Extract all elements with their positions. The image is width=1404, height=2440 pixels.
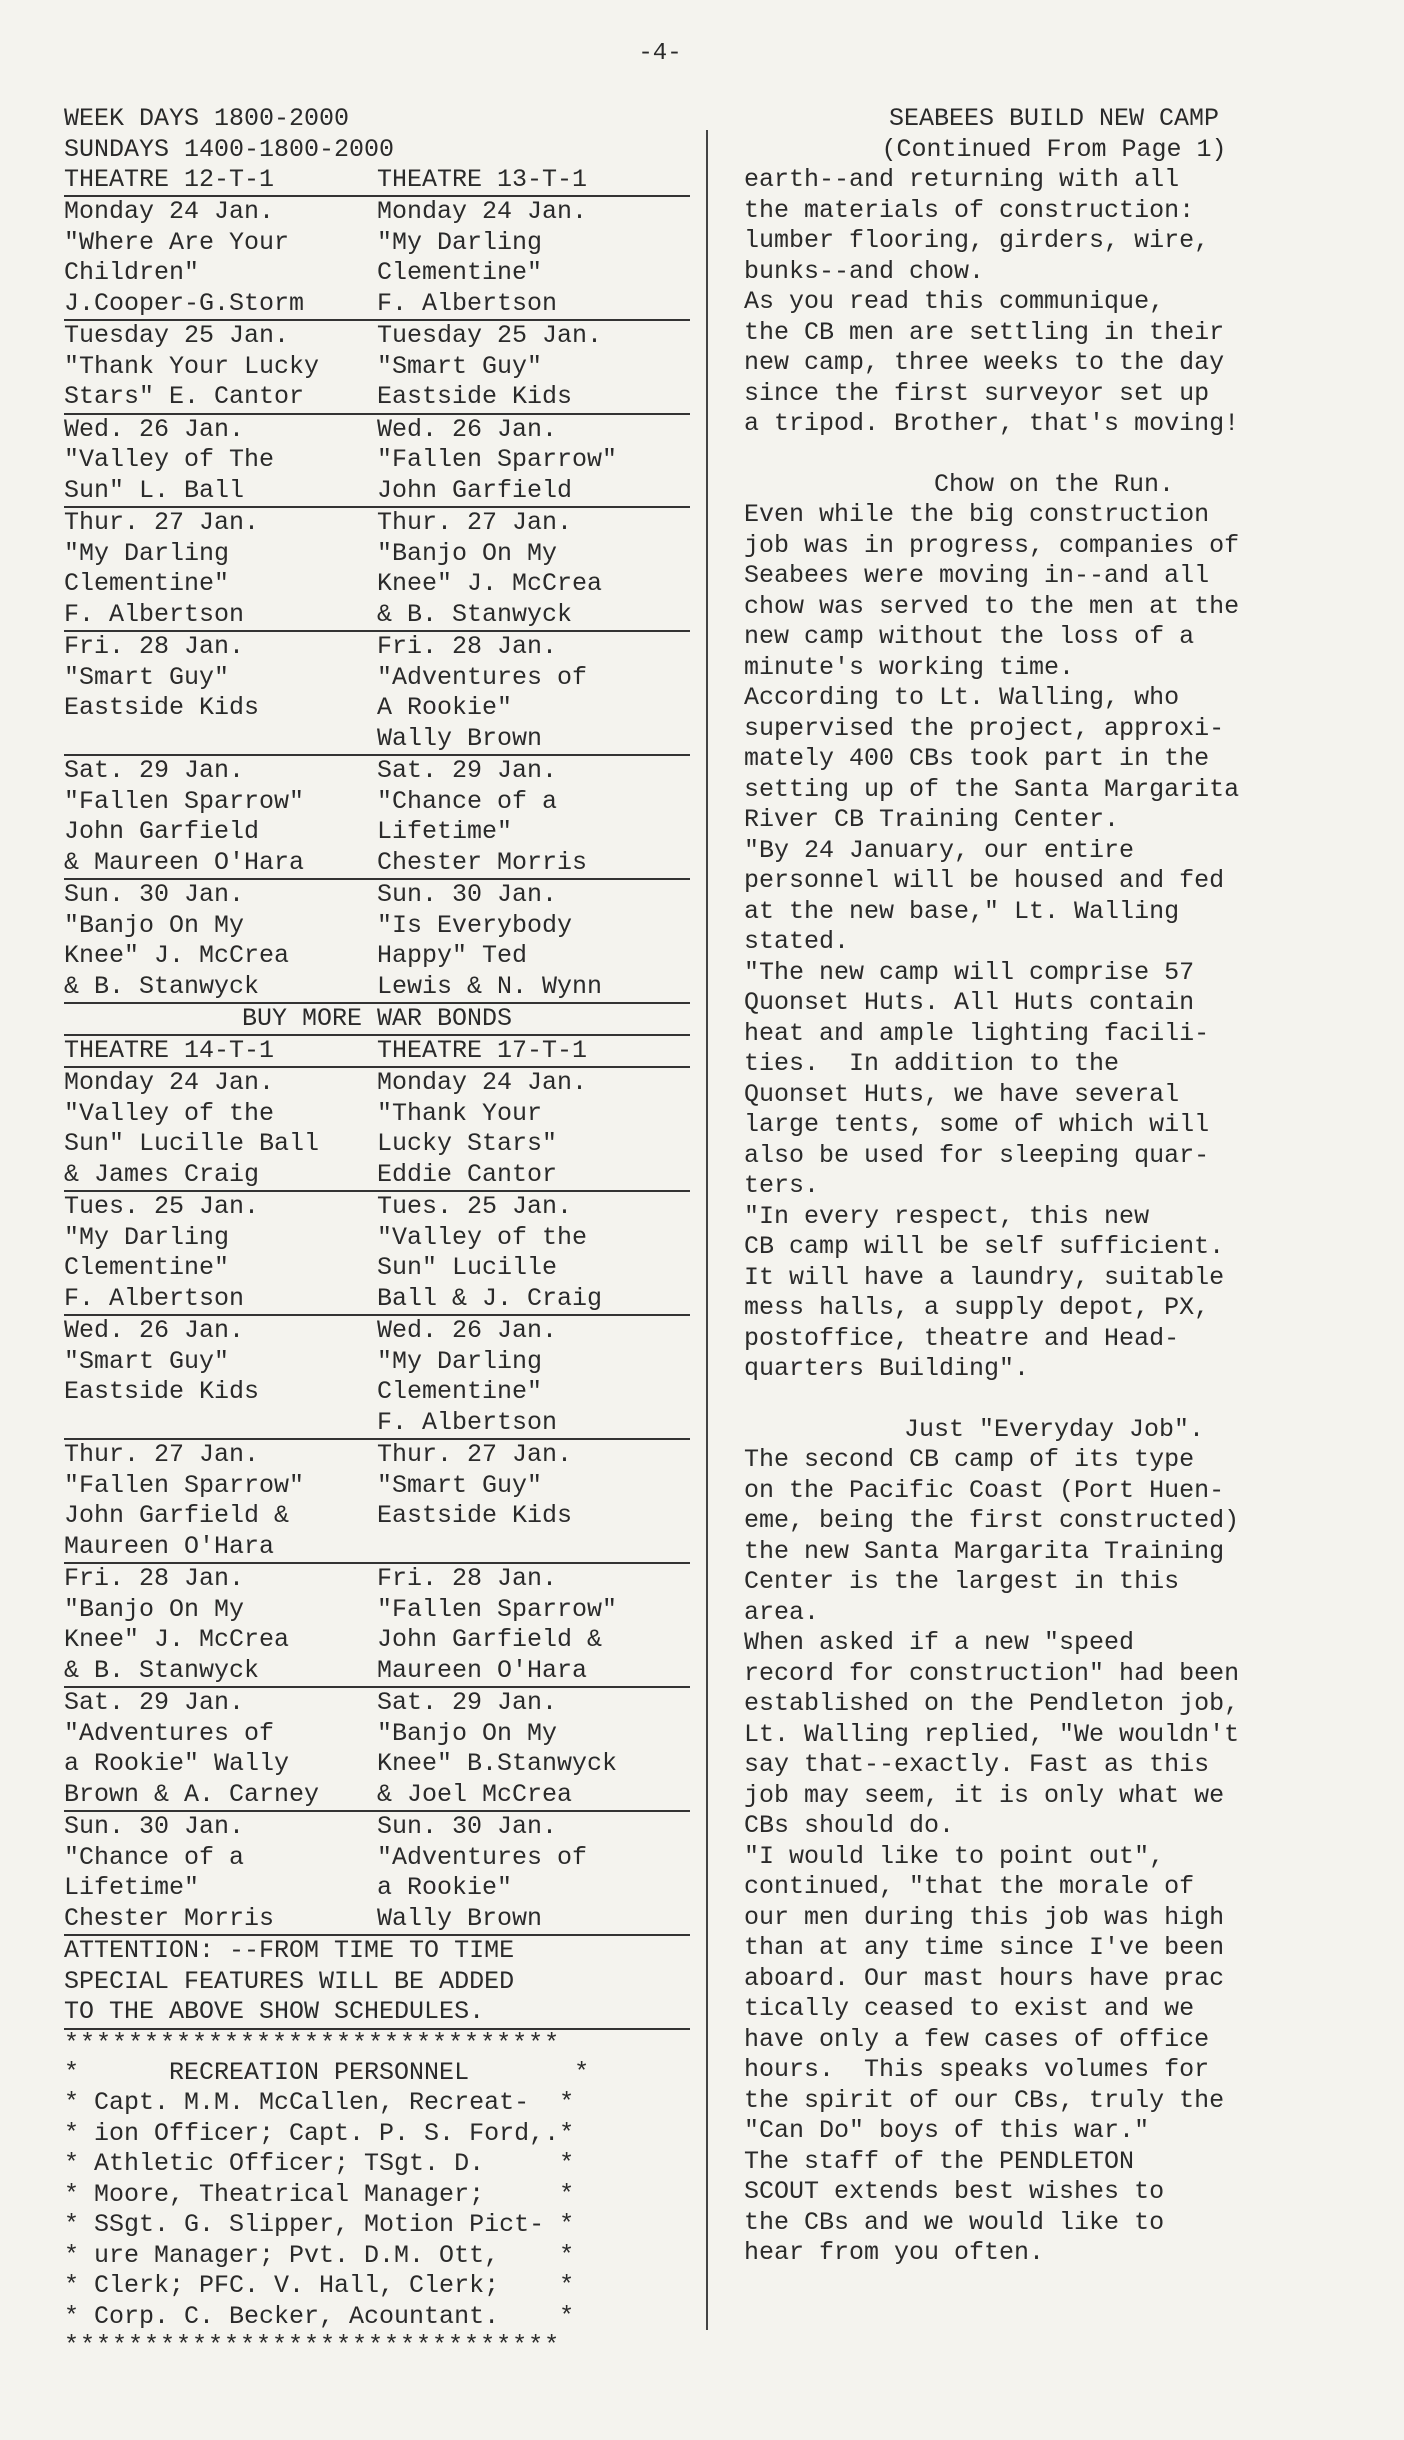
- recreation-line: * Moore, Theatrical Manager; *: [64, 2179, 575, 2209]
- showing-left: [64, 1688, 377, 1810]
- recreation-personnel-box: [64, 2030, 690, 2361]
- article-line: Lt. Walling replied, "We wouldn't: [744, 1719, 1240, 1749]
- showing-line: John Garfield &: [377, 1625, 603, 1654]
- showing-line: "My Darling: [64, 538, 230, 568]
- article-line: hear from you often.: [744, 2238, 1045, 2267]
- showing-line: "Smart Guy": [64, 1346, 230, 1376]
- showing-line: "Chance of a: [377, 786, 558, 816]
- article-line: minute's working time.: [744, 652, 1075, 682]
- showing-left: [64, 756, 377, 878]
- showing-line: Children": [64, 258, 200, 287]
- showing-line: Clementine": [64, 1253, 230, 1282]
- theatre-schedule: [64, 104, 690, 2360]
- article-line: hours. This speaks volumes for: [744, 2055, 1210, 2084]
- showing-left: [64, 321, 377, 413]
- showing-left: [64, 1812, 377, 1934]
- showing-right: [377, 632, 690, 754]
- showing-line: & B. Stanwyck: [64, 1655, 260, 1685]
- showing-line: Fri. 28 Jan.: [64, 632, 245, 661]
- recreation-line: * ion Officer; Capt. P. S. Ford,.*: [64, 2118, 575, 2148]
- attention-line: ATTENTION: --FROM TIME TO TIME: [64, 1936, 515, 1965]
- showing-left: [64, 415, 377, 507]
- article-line: lumber flooring, girders, wire,: [744, 226, 1210, 255]
- showing-line: A Rookie": [377, 693, 513, 722]
- theatre-name: THEATRE 12-T-1: [64, 165, 275, 194]
- schedule-block-2: [64, 1036, 690, 1936]
- showing-line: "Banjo On My: [64, 910, 245, 940]
- showing-line: Knee" B.Stanwyck: [377, 1749, 618, 1778]
- showing-line: Knee" J. McCrea: [64, 1625, 290, 1654]
- theatre-header-row: [64, 1036, 690, 1068]
- recreation-line: * RECREATION PERSONNEL *: [64, 2057, 590, 2087]
- showing-line: Maureen O'Hara: [377, 1655, 588, 1685]
- article-line: large tents, some of which will: [744, 1110, 1210, 1139]
- article-section: [744, 1445, 1364, 2269]
- schedule-rows: [64, 197, 690, 1004]
- showing-line: & B. Stanwyck: [377, 599, 573, 629]
- showing-line: Knee" J. McCrea: [377, 569, 603, 598]
- recreation-line: * Clerk; PFC. V. Hall, Clerk; *: [64, 2271, 575, 2300]
- article-line: postoffice, theatre and Head-: [744, 1323, 1180, 1353]
- article-line: the CB men are settling in their: [744, 317, 1225, 347]
- showing-line: Clementine": [64, 569, 230, 598]
- showing-line: "Banjo On My: [64, 1594, 245, 1624]
- showing-line: Brown & A. Carney: [64, 1779, 320, 1809]
- showing-right: [377, 1440, 690, 1562]
- schedule-row: [64, 1316, 690, 1440]
- showing-line: "Valley of The: [64, 445, 275, 474]
- weekday-hours: WEEK DAYS 1800-2000: [64, 104, 350, 133]
- show-hours: [64, 104, 690, 165]
- article-line: CB camp will be self sufficient.: [744, 1232, 1225, 1261]
- showing-right: [377, 508, 690, 630]
- showing-line: "Banjo On My: [377, 1718, 558, 1748]
- article-intro: [744, 165, 1364, 440]
- showing-line: "Smart Guy": [377, 351, 543, 381]
- schedule-row: [64, 880, 690, 1004]
- showing-line: Wed. 26 Jan.: [377, 414, 558, 444]
- showing-line: F. Albertson: [377, 288, 558, 318]
- showing-line: "My Darling: [377, 1346, 543, 1376]
- article-line: When asked if a new "speed: [744, 1628, 1135, 1657]
- showing-line: & James Craig: [64, 1159, 260, 1189]
- article-line: aboard. Our mast hours have prac: [744, 1963, 1225, 1993]
- showing-line: "Fallen Sparrow": [377, 445, 618, 474]
- showing-line: "Thank Your Lucky: [64, 351, 320, 381]
- article-line: have only a few cases of office: [744, 2024, 1210, 2054]
- article-line: quarters Building".: [744, 1354, 1030, 1383]
- showing-line: Knee" J. McCrea: [64, 941, 290, 970]
- star-border-bottom: *******************************: [64, 2332, 561, 2360]
- article-line: CBs should do.: [744, 1811, 955, 1840]
- article-line: chow was served to the men at the: [744, 591, 1240, 621]
- showing-line: "Is Everybody: [377, 910, 573, 940]
- showing-line: Thur. 27 Jan.: [64, 508, 260, 537]
- showing-right: [377, 1316, 690, 1438]
- article-line: than at any time since I've been: [744, 1933, 1225, 1962]
- article-line: the spirit of our CBs, truly the: [744, 2085, 1225, 2115]
- article-line: on the Pacific Coast (Port Huen-: [744, 1475, 1225, 1505]
- article-line: our men during this job was high: [744, 1902, 1225, 1932]
- showing-line: "Smart Guy": [377, 1470, 543, 1500]
- showing-line: Tuesday 25 Jan.: [377, 321, 603, 350]
- showing-line: Eastside Kids: [64, 693, 260, 722]
- article-line: "Can Do" boys of this war.": [744, 2116, 1150, 2145]
- article-line: heat and ample lighting facili-: [744, 1018, 1210, 1048]
- showing-line: Fri. 28 Jan.: [377, 1564, 558, 1593]
- article-line: SCOUT extends best wishes to: [744, 2177, 1165, 2206]
- article-line: River CB Training Center.: [744, 805, 1120, 834]
- showing-line: "Banjo On My: [377, 538, 558, 568]
- showing-line: John Garfield &: [64, 1501, 290, 1530]
- article-line: record for construction" had been: [744, 1658, 1240, 1688]
- article-line: a tripod. Brother, that's moving!: [744, 409, 1240, 438]
- showing-line: Thur. 27 Jan.: [64, 1440, 260, 1469]
- article-line: job may seem, it is only what we: [744, 1780, 1225, 1810]
- article-line: It will have a laundry, suitable: [744, 1262, 1225, 1292]
- article-line: "By 24 January, our entire: [744, 835, 1135, 865]
- showing-left: [64, 1068, 377, 1190]
- showing-line: Eastside Kids: [377, 1501, 573, 1530]
- article-line: at the new base," Lt. Walling: [744, 896, 1180, 926]
- article-line: continued, "that the morale of: [744, 1872, 1195, 1901]
- showing-line: Tues. 25 Jan.: [64, 1192, 260, 1221]
- showing-line: Tuesday 25 Jan.: [64, 321, 290, 350]
- showing-line: "Fallen Sparrow": [377, 1594, 618, 1624]
- showing-line: Maureen O'Hara: [64, 1531, 275, 1561]
- schedule-block-1: [64, 165, 690, 1004]
- showing-line: Wed. 26 Jan.: [64, 1316, 245, 1345]
- showing-line: Sat. 29 Jan.: [64, 756, 245, 785]
- schedule-row: [64, 756, 690, 880]
- article-line: job was in progress, companies of: [744, 530, 1240, 560]
- page-number: -4-: [638, 40, 682, 67]
- showing-line: Lifetime": [377, 817, 513, 846]
- theatre-header-row: [64, 165, 690, 197]
- showing-line: Stars" E. Cantor: [64, 382, 305, 411]
- article-line: established on the Pendleton job,: [744, 1689, 1240, 1718]
- article-line: mately 400 CBs took part in the: [744, 744, 1210, 773]
- showing-right: [377, 1192, 690, 1314]
- showing-line: Thur. 27 Jan.: [377, 1440, 573, 1469]
- showing-line: "Smart Guy": [64, 662, 230, 692]
- article-section: [744, 500, 1364, 1385]
- headline: SEABEES BUILD NEW CAMP: [888, 104, 1220, 133]
- showing-line: Sun" Lucille Ball: [64, 1129, 320, 1158]
- column-divider: [706, 130, 708, 2330]
- article-line: According to Lt. Walling, who: [744, 683, 1180, 712]
- article-line: tically ceased to exist and we: [744, 1994, 1195, 2023]
- subheading: Chow on the Run.: [933, 469, 1175, 499]
- article: [744, 104, 1364, 2269]
- showing-line: Wally Brown: [377, 1903, 543, 1933]
- attention-line: SPECIAL FEATURES WILL BE ADDED: [64, 1966, 515, 1996]
- showing-line: Ball & J. Craig: [377, 1283, 603, 1313]
- showing-line: & B. Stanwyck: [64, 971, 260, 1001]
- recreation-line: * Athletic Officer; TSgt. D. *: [64, 2149, 575, 2178]
- showing-line: "My Darling: [64, 1222, 230, 1252]
- article-line: supervised the project, approxi-: [744, 713, 1225, 743]
- showing-line: Monday 24 Jan.: [64, 197, 275, 226]
- schedule-row: [64, 1688, 690, 1812]
- attention-line: TO THE ABOVE SHOW SCHEDULES.: [64, 1997, 485, 2026]
- showing-line: Thur. 27 Jan.: [377, 508, 573, 537]
- schedule-row: [64, 1440, 690, 1564]
- showing-right: [377, 197, 690, 319]
- continuation-note: (Continued From Page 1): [881, 134, 1227, 164]
- article-line: eme, being the first constructed): [744, 1506, 1240, 1535]
- showing-line: John Garfield: [377, 475, 573, 505]
- article-line: As you read this communique,: [744, 287, 1165, 316]
- schedule-row: [64, 1812, 690, 1936]
- showing-line: Wed. 26 Jan.: [64, 414, 245, 444]
- subheading: Just "Everyday Job".: [903, 1414, 1205, 1444]
- showing-line: Sat. 29 Jan.: [377, 1688, 558, 1717]
- showing-line: Lewis & N. Wynn: [377, 971, 603, 1001]
- showing-right: [377, 415, 690, 507]
- showing-right: [377, 880, 690, 1002]
- showing-left: [64, 508, 377, 630]
- war-bonds-banner: BUY MORE WAR BONDS: [64, 1004, 690, 1036]
- showing-line: "Valley of the: [377, 1222, 588, 1252]
- showing-line: "Where Are Your: [64, 227, 290, 257]
- showing-line: F. Albertson: [64, 1283, 245, 1313]
- theatre-name: THEATRE 17-T-1: [377, 1036, 588, 1065]
- article-line: area.: [744, 1597, 820, 1627]
- showing-line: Monday 24 Jan.: [377, 1068, 588, 1097]
- showing-line: Fri. 28 Jan.: [64, 1564, 245, 1593]
- showing-line: John Garfield: [64, 817, 260, 846]
- article-line: new camp, three weeks to the day: [744, 348, 1225, 377]
- article-line: The second CB camp of its type: [744, 1445, 1195, 1474]
- theatre-name: THEATRE 14-T-1: [64, 1036, 275, 1065]
- showing-right: [377, 1688, 690, 1810]
- showing-line: Monday 24 Jan.: [377, 197, 588, 226]
- article-title: [744, 104, 1364, 165]
- schedule-row: [64, 508, 690, 632]
- showing-line: "Adventures of: [377, 1842, 588, 1872]
- showing-line: F. Albertson: [377, 1407, 558, 1437]
- showing-line: Wally Brown: [377, 723, 543, 753]
- showing-line: Sun" Lucille: [377, 1253, 558, 1282]
- schedule-row: [64, 1068, 690, 1192]
- schedule-row: [64, 632, 690, 756]
- attention-notice: [64, 1936, 690, 2030]
- schedule-rows: [64, 1068, 690, 1936]
- showing-line: Eastside Kids: [64, 1377, 260, 1406]
- article-line: the CBs and we would like to: [744, 2207, 1165, 2237]
- showing-line: Chester Morris: [64, 1903, 275, 1933]
- recreation-line: * SSgt. G. Slipper, Motion Pict- *: [64, 2210, 575, 2239]
- article-line: also be used for sleeping quar-: [744, 1140, 1210, 1170]
- schedule-row: [64, 1564, 690, 1688]
- showing-line: Tues. 25 Jan.: [377, 1192, 573, 1221]
- article-line: "I would like to point out",: [744, 1841, 1165, 1871]
- article-line: say that--exactly. Fast as this: [744, 1750, 1210, 1779]
- article-line: the new Santa Margarita Training: [744, 1536, 1225, 1566]
- article-line: Quonset Huts. All Huts contain: [744, 988, 1195, 1017]
- showing-line: Lifetime": [64, 1873, 200, 1902]
- showing-line: "Thank Your: [377, 1098, 543, 1128]
- article-line: Quonset Huts, we have several: [744, 1079, 1180, 1109]
- article-line: earth--and returning with all: [744, 165, 1180, 194]
- sunday-hours: SUNDAYS 1400-1800-2000: [64, 134, 395, 164]
- showing-line: "Fallen Sparrow": [64, 1470, 305, 1500]
- showing-right: [377, 1564, 690, 1686]
- showing-right: [377, 1068, 690, 1190]
- article-line: The staff of the PENDLETON: [744, 2146, 1135, 2176]
- showing-line: Sat. 29 Jan.: [377, 756, 558, 785]
- showing-line: Fri. 28 Jan.: [377, 632, 558, 661]
- showing-left: [64, 632, 377, 754]
- showing-line: & Joel McCrea: [377, 1779, 573, 1809]
- recreation-line: * ure Manager; Pvt. D.M. Ott, *: [64, 2240, 575, 2270]
- showing-left: [64, 880, 377, 1002]
- article-line: the materials of construction:: [744, 195, 1195, 225]
- showing-line: Sun. 30 Jan.: [64, 880, 245, 909]
- article-line: ties. In addition to the: [744, 1049, 1120, 1078]
- article-line: bunks--and chow.: [744, 256, 985, 286]
- showing-line: Monday 24 Jan.: [64, 1068, 275, 1097]
- showing-line: "Fallen Sparrow": [64, 786, 305, 816]
- recreation-line: * Corp. C. Becker, Acountant. *: [64, 2301, 575, 2331]
- showing-right: [377, 321, 690, 413]
- showing-right: [377, 1812, 690, 1934]
- theatre-name: THEATRE 13-T-1: [377, 165, 588, 194]
- showing-left: [64, 1192, 377, 1314]
- schedule-row: [64, 415, 690, 509]
- showing-line: Happy" Ted: [377, 941, 528, 970]
- article-line: Center is the largest in this: [744, 1567, 1180, 1596]
- showing-line: J.Cooper-G.Storm: [64, 288, 305, 318]
- showing-line: Eddie Cantor: [377, 1159, 558, 1189]
- recreation-lines: [64, 2058, 690, 2333]
- schedule-row: [64, 1192, 690, 1316]
- article-line: Even while the big construction: [744, 500, 1210, 529]
- showing-left: [64, 1440, 377, 1562]
- showing-line: "Adventures of: [377, 662, 588, 692]
- showing-line: Chester Morris: [377, 847, 588, 877]
- star-border-top: *******************************: [64, 2029, 561, 2058]
- article-line: "The new camp will comprise 57: [744, 957, 1195, 987]
- showing-line: a Rookie": [377, 1873, 513, 1902]
- article-line: new camp without the loss of a: [744, 622, 1195, 651]
- showing-line: Wed. 26 Jan.: [377, 1316, 558, 1345]
- article-line: stated.: [744, 927, 850, 956]
- showing-right: [377, 756, 690, 878]
- showing-line: "Adventures of: [64, 1718, 275, 1748]
- schedule-row: [64, 321, 690, 415]
- showing-line: a Rookie" Wally: [64, 1749, 290, 1778]
- showing-line: "My Darling: [377, 227, 543, 257]
- article-line: mess halls, a supply depot, PX,: [744, 1293, 1210, 1322]
- article-line: since the first surveyor set up: [744, 378, 1210, 408]
- showing-line: Sun" L. Ball: [64, 475, 245, 505]
- showing-line: Clementine": [377, 1377, 543, 1406]
- showing-line: Sun. 30 Jan.: [64, 1812, 245, 1841]
- showing-line: Clementine": [377, 258, 543, 287]
- article-line: personnel will be housed and fed: [744, 866, 1225, 895]
- showing-left: [64, 1316, 377, 1438]
- schedule-row: [64, 197, 690, 321]
- article-line: ters.: [744, 1171, 820, 1200]
- showing-line: Sun. 30 Jan.: [377, 1812, 558, 1841]
- article-line: setting up of the Santa Margarita: [744, 774, 1240, 804]
- article-line: "In every respect, this new: [744, 1201, 1150, 1231]
- showing-line: F. Albertson: [64, 599, 245, 629]
- showing-line: Lucky Stars": [377, 1129, 558, 1158]
- showing-line: "Chance of a: [64, 1842, 245, 1872]
- showing-line: "Valley of the: [64, 1098, 275, 1128]
- article-line: Seabees were moving in--and all: [744, 561, 1210, 590]
- showing-left: [64, 197, 377, 319]
- showing-line: Eastside Kids: [377, 382, 573, 411]
- showing-line: Sun. 30 Jan.: [377, 880, 558, 909]
- showing-left: [64, 1564, 377, 1686]
- recreation-line: * Capt. M.M. McCallen, Recreat- *: [64, 2088, 575, 2117]
- showing-line: & Maureen O'Hara: [64, 847, 305, 877]
- showing-line: Sat. 29 Jan.: [64, 1688, 245, 1717]
